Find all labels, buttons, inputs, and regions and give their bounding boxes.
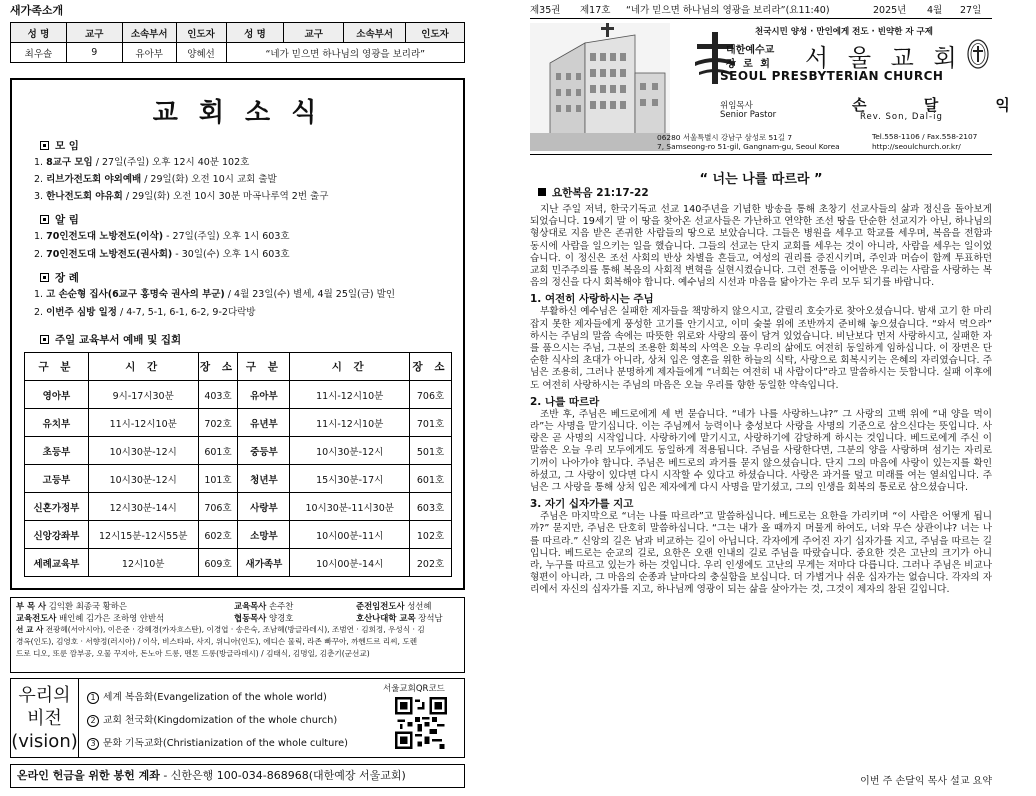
list-item: 1. 8교구 모임 / 27일(주일) 오후 12시 40분 102호 bbox=[34, 157, 250, 168]
sermon-body bbox=[530, 204, 992, 597]
bulletin-motto: “네가 믿으면 하나님의 영광을 보리라”(요11:40) bbox=[626, 5, 830, 16]
square-bullet-icon bbox=[40, 215, 49, 224]
right-page bbox=[530, 0, 1036, 796]
vision-label: 우리의 비전 (vision) bbox=[11, 679, 79, 757]
edu-label: 주일 교육부서 예배 및 집회 bbox=[55, 334, 182, 346]
notice-label: 알 림 bbox=[55, 214, 79, 226]
table-header: 성 명 bbox=[11, 23, 67, 43]
pastor-name-english: Rev. Son, Dal-ig bbox=[860, 112, 943, 122]
church-phone: Tel.558-1106 / Fax.558-2107 bbox=[872, 132, 978, 141]
notice-heading bbox=[40, 212, 79, 227]
church-news-box bbox=[10, 78, 465, 590]
scripture-reference: 요한복음 21:17-22 bbox=[538, 185, 649, 200]
volume: 제35권 bbox=[530, 5, 561, 16]
sermon-heading: 3. 자기 십자가를 지고 bbox=[530, 498, 634, 511]
issue: 제17호 bbox=[580, 5, 611, 16]
newcomer-table bbox=[10, 22, 465, 63]
table-header: 장 소 bbox=[410, 353, 452, 381]
pastor-role-english: Senior Pastor bbox=[720, 110, 777, 120]
day: 27일 bbox=[960, 5, 982, 16]
square-bullet-icon bbox=[538, 188, 546, 196]
staff-line: 선 교 사 전광혜(서아시아), 이은준 · 강혜경(카자흐스탄), 이경엽 · 송은숙, 조남혜(방글라데시), 조범연 · 김희정, 우성식 · 김 bbox=[16, 625, 425, 634]
list-item: 2. 70인전도대 노방전도(권사회) - 30일(수) 오후 1시 603호 bbox=[34, 249, 290, 260]
staff-line: 경옥(인도), 김영호 · 서향정(러시아) / 이삭, 비스타파, 사지, 위니아(인도), 에디슨 물릭, 라존 빠꾸아, 까헨드르 리씨, 도렌 bbox=[16, 637, 418, 646]
table-row: 신혼가정부 12시30분-14시 706호 사랑부 10시30분-11시30분 603호 bbox=[25, 493, 452, 521]
table-header: 인도자 bbox=[406, 23, 465, 43]
pastor-name: 손 달 익 bbox=[852, 96, 1036, 114]
list-item: 1. 70인전도대 노방전도(이삭) - 27일(주일) 오후 1시 603호 bbox=[34, 231, 290, 242]
table-row: 초등부 10시30분-12시 601호 중등부 10시30분-12시 501호 bbox=[25, 437, 452, 465]
edu-header-row bbox=[25, 353, 452, 381]
pastor-role: 위임목사 bbox=[720, 101, 753, 111]
newcomer-dept: 유아부 bbox=[122, 43, 176, 63]
church-address: 06280 서울특별시 강남구 삼성로 51길 7 bbox=[657, 133, 793, 142]
church-slogan: 천국시민 양성 · 만인에게 전도 · 빈약한 자 구제 bbox=[755, 27, 933, 37]
newcomer-motto: “네가 믿으면 하나님의 영광을 보리라” bbox=[226, 43, 464, 63]
sermon-summary-note: 이번 주 손달익 목사 설교 요약 bbox=[860, 776, 992, 787]
funeral-label: 장 례 bbox=[55, 272, 79, 284]
denomination-line2: 장 로 회 bbox=[726, 59, 772, 70]
table-header: 교구 bbox=[284, 23, 344, 43]
month: 4월 bbox=[927, 5, 943, 16]
table-row: 신앙강좌부 12시15분-12시55분 602호 소망부 10시00분-11시 102호 bbox=[25, 521, 452, 549]
newcomer-header-row bbox=[11, 23, 465, 43]
vision-item: 2 교회 천국화(Kingdomization of the whole church) bbox=[87, 712, 337, 727]
newcomer-district: 9 bbox=[66, 43, 122, 63]
sermon-paragraph: 조반 후, 주님은 베드로에게 세 번 묻습니다. “네가 나를 사랑하느냐?” 그 사랑의 고백 위에 “내 양을 먹이라”는 사명을 맡기십니다. 이는 주님께서 능력이나 충성보다 사랑을 사명의 기준으로 삼으신다는 뜻입니다. 사랑은 곧 사명의 시작입니다. 사랑하기에 맡기시고, 사랑하기에 감당하게 하시는 것입니다. 베드로에게 주신 이 말씀은 오늘 우리 모두에게도 동일하게 적용됩니다. 주님을 사랑한다면, 그분의 양을 사랑하며 섬기는 자리로 기꺼이 나아가야 합니다. 주님은 베드로의 과거를 묻지 않으셨습니다. 단지 그의 마음에 사랑이 있는지를 확인하셨고, 그 사랑이 있다면 다시 시작할 수 있다고 하셨습니다. 사랑은 과거를 덮고 미래를 여는 열쇠입니다. 주님은 그 사랑을 통해 상처 입은 제자에게 다시 사명을 맡기셨고, 그의 인생을 회복의 통로로 삼으셨습니다. bbox=[530, 408, 992, 494]
church-english-name: SEOUL PRESBYTERIAN CHURCH bbox=[720, 69, 944, 83]
edu-heading bbox=[40, 332, 181, 347]
vision-item: 1 세계 복음화(Evangelization of the whole world) bbox=[87, 689, 327, 704]
staff-box bbox=[10, 597, 465, 673]
table-row: 고등부 10시30분-12시 101호 청년부 15시30분-17시 601호 bbox=[25, 465, 452, 493]
sermon-paragraph: 부활하신 예수님은 실패한 제자들을 책망하지 않으시고, 갈릴리 호숫가로 찾아오셨습니다. 밤새 고기 한 마리 잡지 못한 제자들에게 풍성한 고기를 안기시고, 이미 숯불 위에 조반까지 준비해 놓으셨습니다. “와서 먹으라” 하시는 주님의 말씀 속에는 따뜻한 위로와 사랑의 품이 담겨 있었습니다. 비난보다 먼저 사랑하시고, 실패한 자를 품으시는 주님, 그분의 조용한 회복의 사역은 오늘 우리의 삶에도 여전히 동일하게 임하십니다. 이 장면은 단순한 식사의 초대가 아니라, 상처 입은 영혼을 위한 하늘의 식탁, 사랑으로 회복시키는 은혜의 자리였습니다. 주님은 조용히, 그러나 분명하게 제자들에게 “너희는 여전히 내 사람이다”라고 말씀하시는 듯합니다. 실패 이후에도 여전히 사랑하시는 주님의 마음은 오늘 우리를 향한 동일한 약속입니다. bbox=[530, 306, 992, 391]
account-label: 온라인 헌금을 위한 봉헌 계좌 bbox=[17, 769, 160, 782]
square-bullet-icon bbox=[40, 335, 49, 344]
meeting-label: 모 임 bbox=[55, 140, 79, 152]
table-row: 세례교육부 12시10분 609호 새가족부 10시00분-14시 202호 bbox=[25, 549, 452, 577]
sermon-title: “ 너는 나를 따르라 ” bbox=[699, 172, 823, 187]
table-header: 구 분 bbox=[238, 353, 290, 381]
sermon-paragraph: 지난 주일 저녁, 한국기독교 선교 140주년을 기념한 방송을 통해 초창기 선교사들의 삶과 정신을 돌아보게 되었습니다. 19세기 말 이 땅을 찾아온 선교사들은 가난하고 연약한 조선 땅을 단순한 선교지가 아닌, 하나님의 형상대로 지음 받은 존귀한 사람들의 땅으로 보았습니다. 그들은 병원을 세우고 학교를 세우며, 복음을 전함과 동시에 사람을 일으키는 일을 했습니다. 그들의 선교는 단지 교회를 세우는 것이 아니라, 사람을 세우는 일이었습니다. 이 정신은 조선 사회의 반상 차별을 흔들고, 여성의 권리를 증진시키며, 주인과 머슴이 함께 투표하던 교회 민주주의를 통해 복음의 사회적 변혁을 실현시켰습니다. 그런 전통을 이어받은 우리는 사람을 사랑하는 복음의 정신을 다시 회복해야 합니다. 예수님의 시선과 마음을 닮아가는 우리 모두 되기를 바랍니다. bbox=[530, 204, 992, 289]
offering-account-box bbox=[10, 764, 465, 788]
staff-line: 드로 디오, 또룬 깜부공, 오물 꾸지아, 돈노아 드롱, 멘톤 드롱(방글라데시) / 김태식, 김명일, 김춘기(군선교) bbox=[16, 649, 370, 658]
church-address-english: 7, Samseong-ro 51-gil, Gangnam-gu, Seoul Korea bbox=[657, 142, 840, 151]
church-news-title: 교 회 소 식 bbox=[152, 98, 323, 128]
table-row bbox=[11, 43, 465, 63]
sermon-paragraph: 주님은 마지막으로 “너는 나를 따르라”고 말씀하십니다. 베드로는 요한을 가리키며 “이 사람은 어떻게 됩니까?” 묻지만, 주님은 단호히 말씀하십니다. “그는 내가 올 때까지 머물게 하여도, 너와 무슨 상관이냐? 너는 나를 따르라.” 신앙의 길은 남과 비교하는 길이 아닙니다. 각자에게 주어진 자기 십자가를 지고, 주님을 따르는 길입니다. 베드로는 순교의 길로, 요한은 오랜 인내의 길로 주님을 따랐습니다. 중요한 것은 고난의 크기가 아니라, 누구를 따르고 있는가 하는 것입니다. 우리 인생에도 고난의 무게는 저마다 다릅니다. 그러나 주님은 비교나 형편이 아니라, 그 마음의 순종과 날마다의 충실함을 보십니다. 더 가볍거나 쉬운 십자가는 없습니다. 각자의 자리에서 자신의 십자가를 지고, 하나님께 영광이 되는 삶을 살아가는 것, 그것이 제자의 참된 길입니다. bbox=[530, 511, 992, 596]
square-bullet-icon bbox=[40, 141, 49, 150]
sermon-heading: 1. 여전히 사랑하시는 주님 bbox=[530, 293, 654, 306]
newcomer-name: 최우솔 bbox=[11, 43, 67, 63]
staff-line: 교육전도사 배인혜 김가은 조하영 안반석 협동목사 양경호 호산나대학 교목 장석남 bbox=[16, 613, 443, 623]
meeting-heading bbox=[40, 138, 79, 153]
list-item: 1. 고 손순형 집사(6교구 홍명숙 권사의 부군) / 4월 23일(수) 별세, 4월 25일(금) 발인 bbox=[34, 289, 396, 300]
list-item: 2. 이번주 심방 일정 / 4-7, 5-1, 6-1, 6-2, 9-2다락방 bbox=[34, 307, 256, 318]
funeral-heading bbox=[40, 270, 79, 285]
square-bullet-icon bbox=[40, 273, 49, 282]
table-row: 유치부 11시-12시10분 702호 유년부 11시-12시10분 701호 bbox=[25, 409, 452, 437]
church-building-icon bbox=[530, 23, 670, 151]
church-name: 서 울 교 회 bbox=[805, 44, 963, 72]
table-header: 구 분 bbox=[25, 353, 89, 381]
year: 2025년 bbox=[873, 5, 907, 16]
account-value: - 신한은행 100-034-868968(대한예장 서울교회) bbox=[159, 769, 406, 782]
table-header: 시 간 bbox=[290, 353, 410, 381]
table-header: 인도자 bbox=[176, 23, 226, 43]
table-header: 교구 bbox=[66, 23, 122, 43]
table-header: 성 명 bbox=[226, 23, 284, 43]
qr-code-label: 서울교회QR코드 bbox=[383, 684, 445, 694]
list-item: 3. 한나전도회 야유회 / 29일(화) 오전 10시 30분 마곡나루역 2번 출구 bbox=[34, 191, 329, 202]
qr-code-icon[interactable] bbox=[395, 697, 447, 749]
table-header: 소속부서 bbox=[122, 23, 176, 43]
denomination-line1: 대한예수교 bbox=[726, 45, 775, 56]
church-header bbox=[530, 18, 1036, 155]
church-website-link[interactable]: http://seoulchurch.or.kr/ bbox=[872, 142, 961, 151]
sermon-heading: 2. 나를 따르라 bbox=[530, 395, 600, 408]
vision-box bbox=[10, 678, 465, 758]
table-header: 소속부서 bbox=[344, 23, 406, 43]
staff-line: 부 목 사 김익환 최종국 황하은 교육목사 손주찬 준전임전도사 성선혜 bbox=[16, 601, 432, 611]
table-row: 영아부 9시-17시30분 403호 유아부 11시-12시10분 706호 bbox=[25, 381, 452, 409]
table-header: 시 간 bbox=[88, 353, 198, 381]
table-header: 장 소 bbox=[198, 353, 238, 381]
newcomer-guide: 양혜선 bbox=[176, 43, 226, 63]
newcomer-section-title: 새가족소개 bbox=[10, 4, 64, 17]
vision-item: 3 문화 기독교화(Christianization of the whole culture) bbox=[87, 735, 348, 750]
list-item: 2. 리브가전도회 야외예배 / 29일(화) 오전 10시 교회 출발 bbox=[34, 174, 277, 185]
church-seal-icon bbox=[967, 39, 989, 69]
education-schedule-table bbox=[24, 352, 452, 577]
left-page bbox=[10, 0, 465, 796]
